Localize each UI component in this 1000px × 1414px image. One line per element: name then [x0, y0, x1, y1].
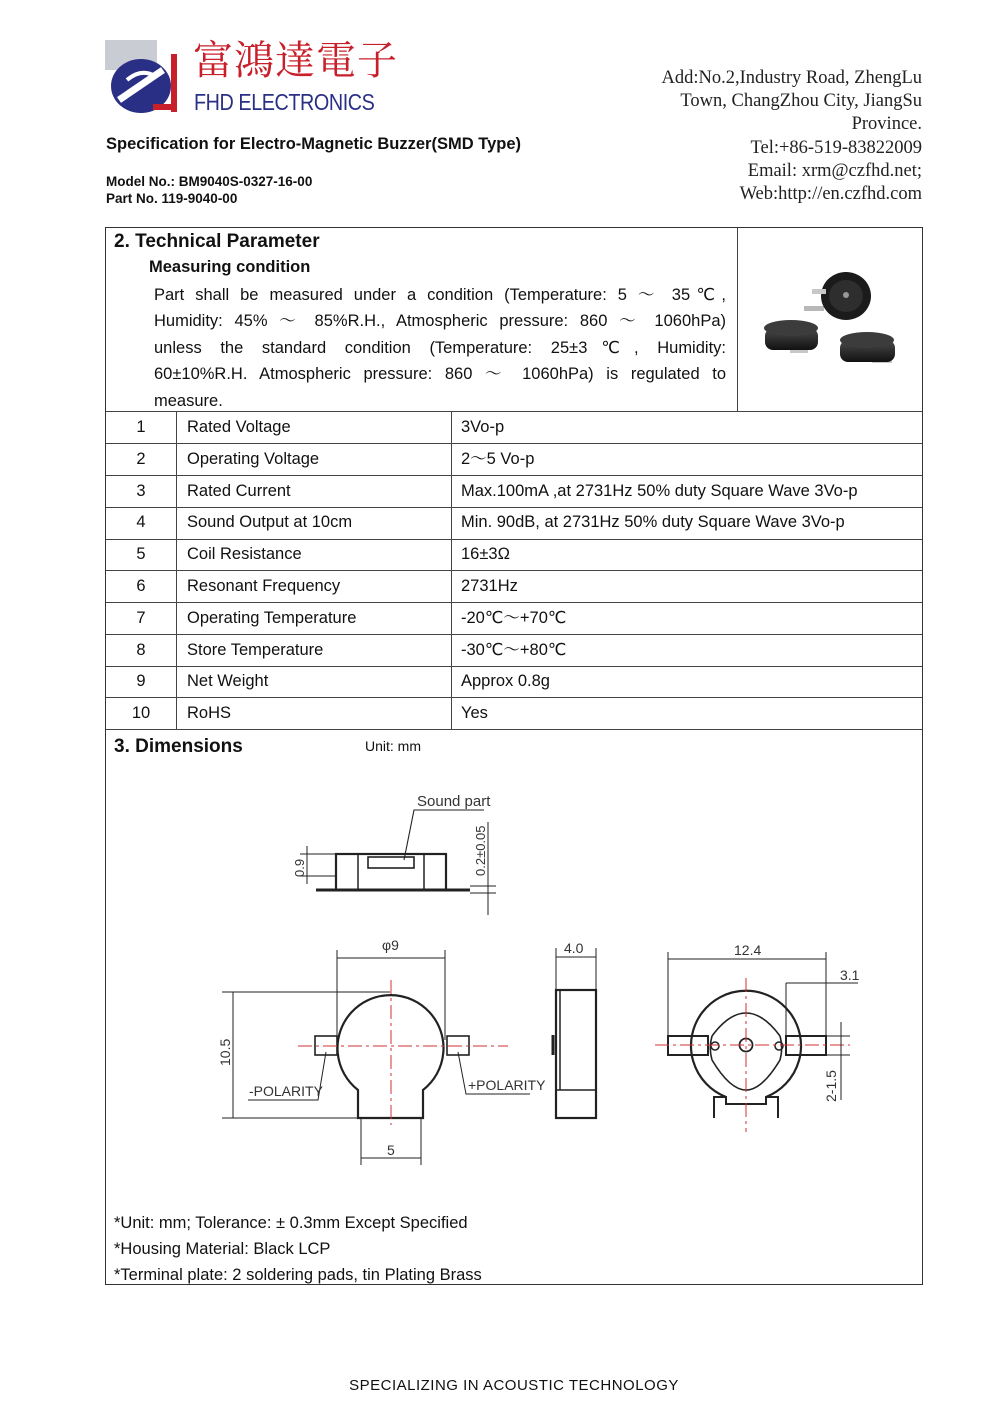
company-name-en: FHD ELECTRONICS [194, 89, 375, 115]
note-line: *Unit: mm; Tolerance: ± 0.3mm Except Specified [114, 1214, 468, 1232]
param-name: Coil Resistance [187, 545, 302, 563]
param-value: -20℃～+70℃ [461, 609, 567, 627]
back-view-hole [711, 1042, 719, 1050]
param-name: RoHS [187, 704, 232, 722]
param-number: 7 [136, 609, 146, 627]
model-number: Model No.: BM9040S-0327-16-00 [106, 174, 313, 189]
param-value: Approx 0.8g [461, 672, 550, 690]
website-url: Web:http://en.czfhd.com [739, 184, 922, 205]
dim-phi9: φ9 [382, 937, 399, 953]
section-title-technical: 2. Technical Parameter [114, 231, 320, 252]
sound-part-label: Sound part [417, 793, 491, 810]
param-value: Max.100mA ,at 2731Hz 50% duty Square Wave 3Vo-p [461, 482, 858, 500]
dim-10-5: 10.5 [217, 1038, 233, 1066]
sound-part-leader [404, 810, 484, 860]
param-value: 2～5 Vo-p [461, 450, 535, 468]
company-name-cn: 富鴻達電子 [193, 38, 398, 84]
phone-number: Tel:+86-519-83822009 [750, 137, 922, 158]
param-name: Rated Current [187, 482, 291, 500]
param-number: 3 [136, 482, 146, 500]
section-title-dimensions: 3. Dimensions [114, 736, 243, 757]
param-value: -30℃～+80℃ [461, 641, 567, 659]
param-number: 10 [131, 704, 151, 722]
side-view-body [336, 854, 446, 890]
param-number: 1 [136, 418, 146, 436]
address-line: Province. [851, 114, 922, 135]
condition-line: 60±10%R.H. Atmospheric pressure: 860 ～ 1060hPa) is regulated to [154, 365, 726, 384]
thickness-view-body [556, 990, 596, 1118]
param-value: Yes [461, 704, 488, 722]
dim-3-1: 3.1 [840, 967, 860, 983]
param-number: 8 [136, 641, 146, 659]
neg-polarity-label: -POLARITY [249, 1083, 323, 1099]
condition-line: Humidity: 45% ～ 85%R.H., Atmospheric pressure: 860 ～ 1060hPa) [154, 312, 726, 331]
param-name: Operating Voltage [187, 450, 320, 468]
param-name: Sound Output at 10cm [187, 513, 353, 531]
note-line: *Housing Material: Black LCP [114, 1240, 331, 1258]
param-value: Min. 90dB, at 2731Hz 50% duty Square Wave 3Vo-p [461, 513, 845, 531]
footer-tagline: SPECIALIZING IN ACOUSTIC TECHNOLOGY [349, 1377, 679, 1394]
spec-title: Specification for Electro-Magnetic Buzzer(SMD Type) [106, 135, 521, 153]
note-line: *Terminal plate: 2 soldering pads, tin Plating Brass [114, 1266, 482, 1284]
unit-label: Unit: mm [365, 738, 421, 754]
measuring-condition-title: Measuring condition [149, 258, 311, 276]
dim-12-4: 12.4 [734, 942, 762, 958]
condition-line: measure. [154, 391, 223, 410]
param-number: 9 [136, 672, 146, 690]
param-number: 4 [136, 513, 146, 531]
param-number: 5 [136, 545, 146, 563]
param-number: 6 [136, 577, 146, 595]
param-number: 2 [136, 450, 146, 468]
param-value: 2731Hz [461, 577, 518, 595]
part-number: Part No. 119-9040-00 [106, 191, 238, 206]
dim-2-1-5: 2-1.5 [823, 1070, 839, 1102]
param-name: Store Temperature [187, 641, 324, 659]
param-name: Resonant Frequency [187, 577, 341, 595]
dimension-notes [114, 1210, 482, 1288]
dim-0-9: 0.9 [292, 858, 307, 877]
condition-line: unless the standard condition (Temperature: 25±3℃, Humidity: [154, 338, 726, 357]
dim-5: 5 [387, 1142, 395, 1158]
param-name: Net Weight [187, 672, 269, 690]
param-value: 3Vo-p [461, 418, 505, 436]
param-name: Operating Temperature [187, 609, 357, 627]
email-address: Email: xrm@czfhd.net; [747, 160, 922, 181]
dim-4-0: 4.0 [564, 940, 584, 956]
back-view-inner [780, 1036, 782, 1060]
address-line: Add:No.2,Industry Road, ZhengLu [661, 68, 922, 88]
sound-port-slot [368, 857, 414, 868]
condition-line: Part shall be measured under a condition (Temperature: 5 ～ 35℃, [154, 286, 726, 304]
param-value: 16±3Ω [461, 545, 510, 563]
pos-polarity-label: +POLARITY [468, 1077, 546, 1093]
dim-0-2: 0.2±0.05 [473, 825, 488, 876]
param-name: Rated Voltage [187, 418, 291, 436]
address-line: Town, ChangZhou City, JiangSu [680, 91, 922, 112]
